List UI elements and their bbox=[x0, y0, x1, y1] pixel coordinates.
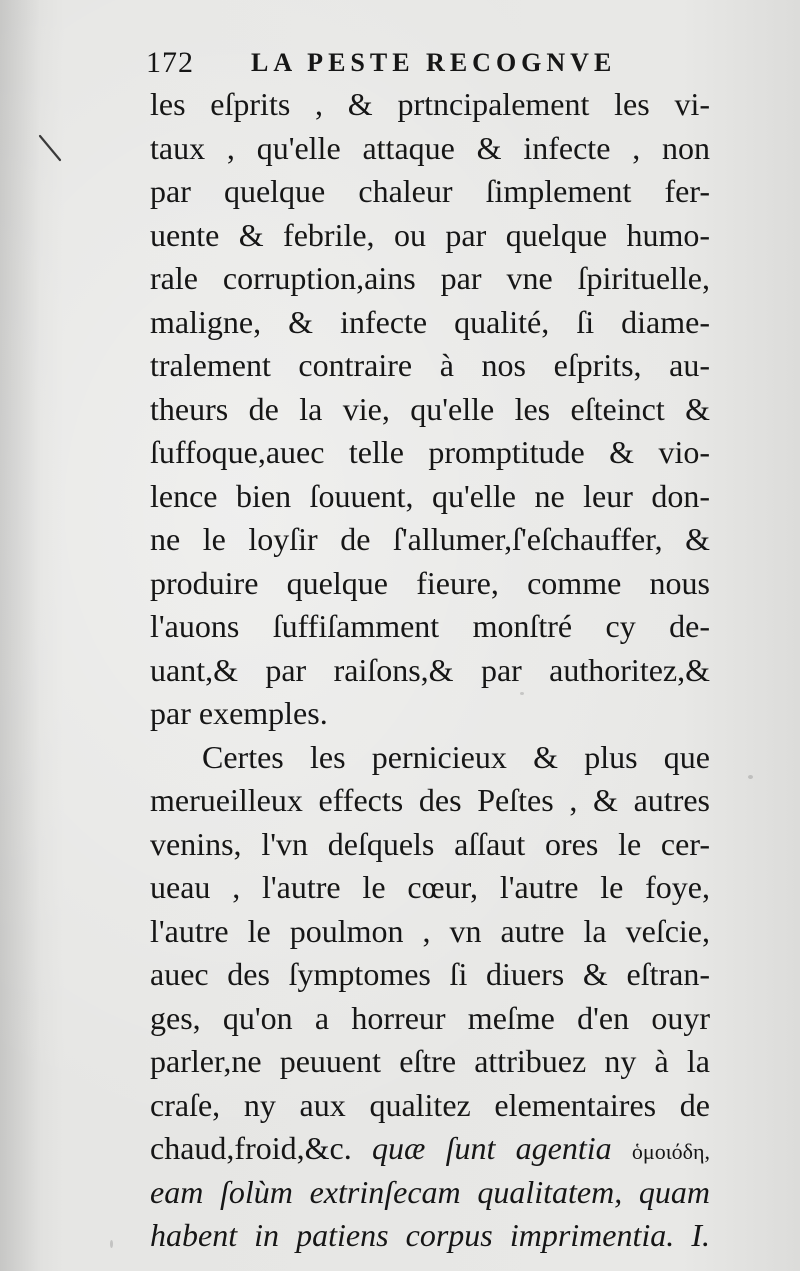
text-line: parler,ne peuuent eſtre attribuez ny à la bbox=[150, 1043, 710, 1079]
latin-quote-line: habent in patiens corpus imprimentia. I. bbox=[150, 1217, 710, 1253]
text-line: rale corruption,ains par vne ſpirituelle, bbox=[150, 260, 710, 296]
text-line: ueau , l'autre le cœur, l'autre le foye, bbox=[150, 869, 710, 905]
text-line: lence bien ſouuent, qu'elle ne leur don- bbox=[150, 477, 710, 514]
page-header bbox=[146, 46, 726, 86]
text-line: maligne, & infecte qualité, ſi diame- bbox=[150, 303, 710, 340]
page-gutter-shadow bbox=[0, 0, 40, 1271]
greek-segment: ὁμοιόδη, bbox=[631, 1139, 711, 1164]
body-text bbox=[150, 83, 710, 1258]
roman-segment: chaud,froid,&c. bbox=[150, 1130, 352, 1166]
text-line: ne le loyſir de ſ'allumer,ſ'eſchauffer, & bbox=[150, 521, 710, 557]
text-line: uente & febrile, ou par quelque humo- bbox=[150, 216, 710, 253]
text-line: par quelque chaleur ſimplement fer- bbox=[150, 173, 710, 209]
text-line: craſe, ny aux qualitez elementaires de bbox=[150, 1086, 710, 1123]
text-line: les eſprits , & prtncipalement les vi- bbox=[150, 86, 710, 122]
text-line: taux , qu'elle attaque & infecte , non bbox=[150, 129, 710, 166]
text-line: venins, l'vn deſquels aſſaut ores le cer- bbox=[150, 825, 710, 862]
mixed-text-line bbox=[150, 1127, 710, 1171]
page-number: 172 bbox=[146, 46, 194, 79]
margin-stroke-mark bbox=[38, 134, 64, 164]
paper-speck bbox=[748, 775, 753, 779]
text-line: merueilleux effects des Peſtes , & autres bbox=[150, 782, 710, 818]
text-line: auec des ſymptomes ſi diuers & eſtran- bbox=[150, 956, 710, 992]
text-line: uant,& par raiſons,& par authoritez,& bbox=[150, 651, 710, 688]
paragraph-end-line: par exemples. bbox=[150, 695, 328, 731]
paper-speck bbox=[110, 1240, 113, 1248]
latin-quote-line: eam ſolùm extrinſecam qualitatem, quam bbox=[150, 1173, 710, 1210]
paragraph-start-line: Certes les pernicieux & plus que bbox=[202, 738, 710, 775]
text-line: ges, qu'on a horreur meſme d'en ouyr bbox=[150, 999, 710, 1036]
text-line: l'auons ſuffiſamment monſtré cy de- bbox=[150, 608, 710, 644]
running-title: LA PESTE RECOGNVE bbox=[251, 48, 617, 77]
text-line: ſuffoque,auec telle promptitude & vio- bbox=[150, 434, 710, 470]
text-line: l'autre le poulmon , vn autre la veſcie, bbox=[150, 912, 710, 949]
latin-italic-segment: quæ ſunt agentia bbox=[371, 1130, 612, 1166]
text-line: theurs de la vie, qu'elle les eſteinct & bbox=[150, 390, 710, 427]
text-line: tralement contraire à nos eſprits, au- bbox=[150, 347, 710, 383]
text-line: produire quelque fieure, comme nous bbox=[150, 564, 710, 601]
